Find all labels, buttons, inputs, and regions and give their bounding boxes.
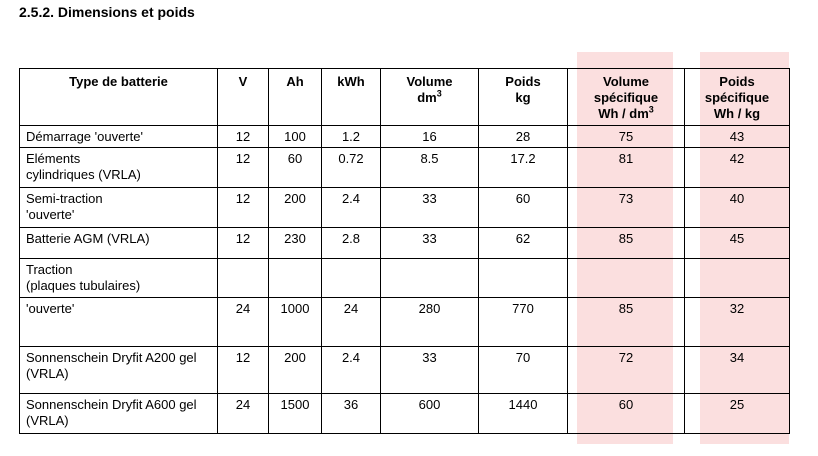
- cell-weight: 62: [479, 228, 568, 259]
- cell-volume-specific: 85: [568, 228, 685, 259]
- cell-weight: 60: [479, 188, 568, 228]
- cell-type-line2: (VRLA): [26, 366, 69, 381]
- header-weight-line1: Poids: [505, 74, 541, 89]
- header-volume-specific-line2: spécifique: [593, 90, 659, 105]
- cell-ah: 60: [269, 148, 322, 188]
- cell-type: [20, 394, 218, 434]
- cell-type: [20, 188, 218, 228]
- table-row: [20, 228, 790, 259]
- cell-weight-specific: 40: [685, 188, 790, 228]
- cell-volume-specific: 75: [568, 126, 685, 148]
- cell-voltage: 12: [218, 188, 269, 228]
- cell-volume: 8.5: [381, 148, 479, 188]
- cell-ah: 1000: [269, 298, 322, 347]
- cell-type: [20, 126, 218, 148]
- cell-volume: [381, 259, 479, 298]
- cell-weight-specific: 43: [685, 126, 790, 148]
- battery-spec-table: [19, 68, 790, 434]
- table-row: [20, 126, 790, 148]
- header-weight-specific-line1: Poids: [719, 74, 755, 89]
- header-ah: Ah: [269, 69, 322, 126]
- header-voltage: V: [218, 69, 269, 126]
- cell-ah: 200: [269, 347, 322, 394]
- cell-ah: 230: [269, 228, 322, 259]
- cell-type-line2: (plaques tubulaires): [26, 278, 141, 293]
- cell-voltage: 12: [218, 228, 269, 259]
- header-volume-specific: [568, 69, 685, 126]
- cell-weight-specific: 45: [685, 228, 790, 259]
- cell-weight-specific: 34: [685, 347, 790, 394]
- cell-weight-specific: 42: [685, 148, 790, 188]
- cell-ah: [269, 259, 322, 298]
- cell-ah: 1500: [269, 394, 322, 434]
- cell-volume-specific: 73: [568, 188, 685, 228]
- cell-kwh: 2.4: [322, 188, 381, 228]
- cell-volume: 280: [381, 298, 479, 347]
- cell-weight-specific: 32: [685, 298, 790, 347]
- cell-type-line1: Traction: [26, 262, 73, 277]
- cell-voltage: 12: [218, 126, 269, 148]
- cell-type: [20, 148, 218, 188]
- cell-volume-specific: 60: [568, 394, 685, 434]
- cell-type-line1: Sonnenschein Dryfit A600 gel: [26, 397, 197, 412]
- cell-kwh: 2.8: [322, 228, 381, 259]
- table-row: [20, 259, 790, 298]
- header-volume: [381, 69, 479, 126]
- header-type: Type de batterie: [20, 69, 218, 126]
- cell-volume: 600: [381, 394, 479, 434]
- cell-weight: 1440: [479, 394, 568, 434]
- header-weight-specific-line2: spécifique: [704, 90, 770, 105]
- cell-volume: 33: [381, 347, 479, 394]
- cell-volume-specific: 72: [568, 347, 685, 394]
- header-volume-specific-exponent: 3: [648, 104, 654, 115]
- header-weight: [479, 69, 568, 126]
- cell-ah: 100: [269, 126, 322, 148]
- table-header-row: [20, 69, 790, 126]
- cell-type-line1: 'ouverte': [26, 301, 75, 316]
- cell-volume-specific: 85: [568, 298, 685, 347]
- cell-type: [20, 347, 218, 394]
- cell-weight-specific: 25: [685, 394, 790, 434]
- table-row: [20, 188, 790, 228]
- cell-kwh: 2.4: [322, 347, 381, 394]
- cell-weight: 17.2: [479, 148, 568, 188]
- cell-type: [20, 228, 218, 259]
- cell-kwh: 24: [322, 298, 381, 347]
- cell-volume: 16: [381, 126, 479, 148]
- cell-voltage: [218, 259, 269, 298]
- header-weight-line2: kg: [515, 90, 531, 105]
- cell-type-line2: 'ouverte': [26, 207, 75, 222]
- cell-voltage: 12: [218, 148, 269, 188]
- header-weight-specific-line3: Wh / kg: [713, 106, 761, 121]
- cell-weight: 28: [479, 126, 568, 148]
- header-volume-exponent: 3: [436, 88, 442, 99]
- cell-type-line2: (VRLA): [26, 413, 69, 428]
- table-row: [20, 298, 790, 347]
- cell-weight: 770: [479, 298, 568, 347]
- section-title: 2.5.2. Dimensions et poids: [19, 4, 195, 20]
- cell-type-line1: Eléments: [26, 151, 81, 166]
- cell-weight: [479, 259, 568, 298]
- cell-type-line1: Semi-traction: [26, 191, 103, 206]
- cell-type: [20, 298, 218, 347]
- table-row: [20, 347, 790, 394]
- cell-kwh: 1.2: [322, 126, 381, 148]
- header-volume-line1: Volume: [406, 74, 453, 89]
- cell-kwh: 0.72: [322, 148, 381, 188]
- header-volume-line2: [387, 90, 472, 106]
- header-volume-specific-line3: [574, 106, 678, 122]
- cell-volume-specific: [568, 259, 685, 298]
- table-row: [20, 394, 790, 434]
- cell-voltage: 24: [218, 394, 269, 434]
- cell-volume: 33: [381, 228, 479, 259]
- cell-kwh: 36: [322, 394, 381, 434]
- cell-type-line1: Batterie AGM (VRLA): [26, 231, 150, 246]
- cell-weight-specific: [685, 259, 790, 298]
- cell-volume: 33: [381, 188, 479, 228]
- cell-ah: 200: [269, 188, 322, 228]
- cell-voltage: 24: [218, 298, 269, 347]
- cell-type-line2: cylindriques (VRLA): [26, 167, 141, 182]
- cell-volume-specific: 81: [568, 148, 685, 188]
- cell-weight: 70: [479, 347, 568, 394]
- header-volume-specific-unit: Wh / dm: [598, 106, 649, 121]
- header-volume-specific-line1: Volume: [603, 74, 649, 89]
- header-kwh: kWh: [322, 69, 381, 126]
- header-volume-unit: dm: [417, 90, 437, 105]
- cell-kwh: [322, 259, 381, 298]
- cell-type: [20, 259, 218, 298]
- table-row: [20, 148, 790, 188]
- cell-type-line1: Démarrage 'ouverte': [26, 129, 143, 144]
- cell-type-line1: Sonnenschein Dryfit A200 gel: [26, 350, 197, 365]
- cell-voltage: 12: [218, 347, 269, 394]
- header-weight-specific: [685, 69, 790, 126]
